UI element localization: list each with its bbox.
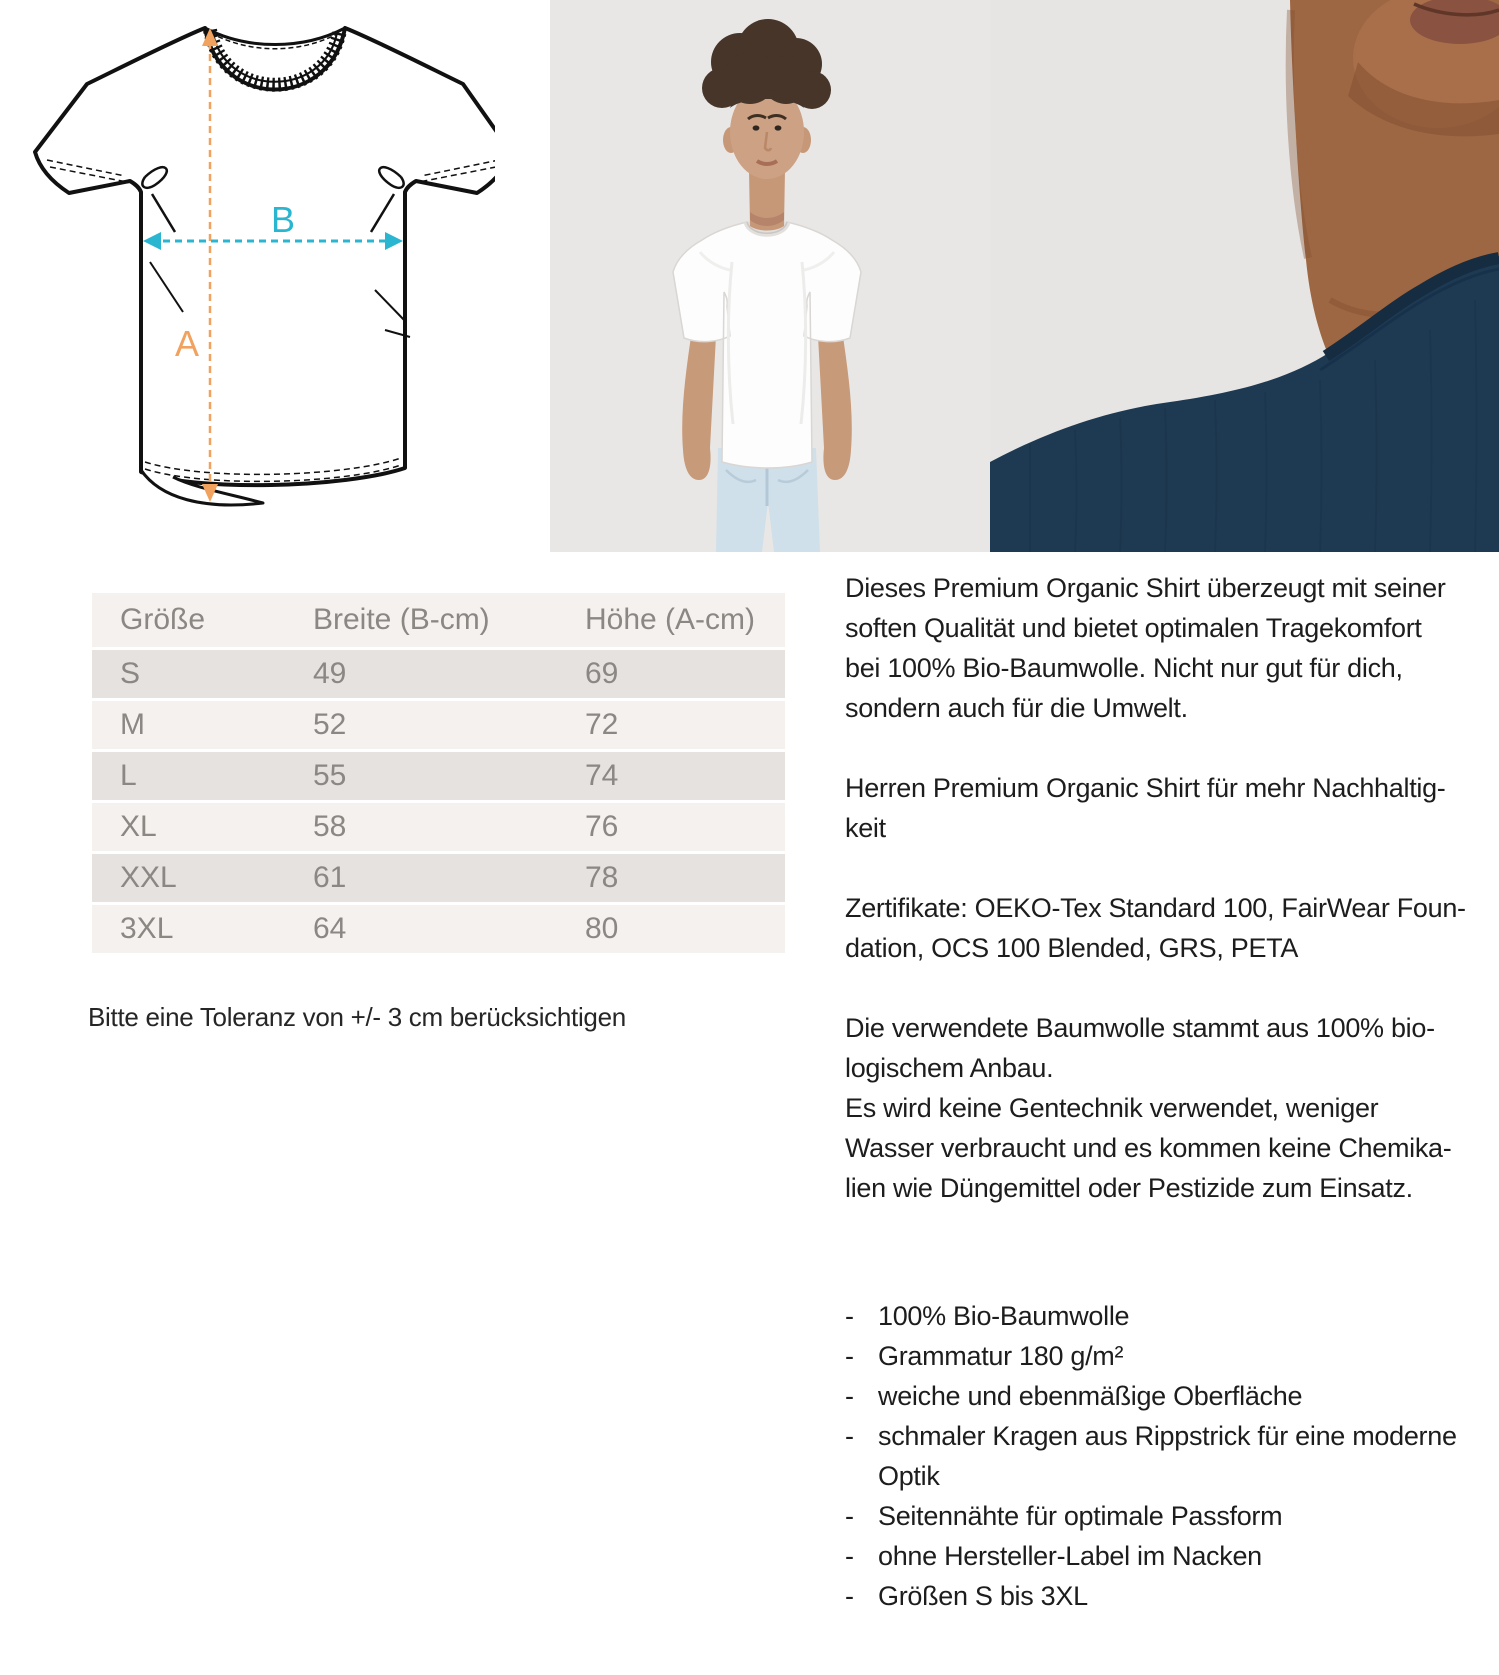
bullet-text: schmaler Kragen aus Rippstrick für eine moderne xyxy=(878,1421,1457,1451)
bullet-text: Größen S bis 3XL xyxy=(878,1581,1088,1611)
paragraph-sustainability xyxy=(845,768,1485,848)
cell-hoehe: 69 xyxy=(585,657,619,690)
cell-hoehe: 76 xyxy=(585,810,619,843)
bullet-item xyxy=(845,1376,1485,1416)
bullet-item xyxy=(845,1416,1485,1456)
bullet-dash: - xyxy=(845,1501,854,1531)
text-line: Es wird keine Gentechnik verwendet, weniger xyxy=(845,1093,1379,1123)
closeup-image xyxy=(990,0,1499,552)
cell-size: L xyxy=(120,759,137,792)
bullet-text: Seitennähte für optimale Passform xyxy=(878,1501,1283,1531)
tshirt-outline xyxy=(35,28,495,485)
paragraph-intro xyxy=(845,568,1485,728)
bullet-item xyxy=(845,1496,1485,1536)
col-header-hoehe: Höhe (A-cm) xyxy=(585,603,756,636)
text-line: Dieses Premium Organic Shirt überzeugt mit seiner xyxy=(845,573,1446,603)
cell-size: XL xyxy=(120,810,157,843)
table-header-row xyxy=(92,593,785,647)
bullet-dash: - xyxy=(845,1301,854,1331)
bullet-dash: - xyxy=(845,1381,854,1411)
text-line: Herren Premium Organic Shirt für mehr Nachhaltig- xyxy=(845,773,1446,803)
bullet-text: ohne Hersteller-Label im Nacken xyxy=(878,1541,1262,1571)
text-line: Zertifikate: OEKO-Tex Standard 100, FairWear Foun- xyxy=(845,893,1466,923)
bullet-dash: - xyxy=(845,1341,854,1371)
back-neckline-stitch xyxy=(211,33,339,49)
table-row-xxl xyxy=(92,854,785,902)
bullet-dash: - xyxy=(845,1581,854,1611)
col-header-groesse: Größe xyxy=(120,603,206,636)
bullet-item xyxy=(845,1536,1485,1576)
right-eye xyxy=(775,125,782,130)
text-line: Wasser verbraucht und es kommen keine Chemika- xyxy=(845,1133,1452,1163)
tshirt-outline-drawing xyxy=(25,0,495,552)
cell-hoehe: 78 xyxy=(585,861,619,894)
paragraph-cotton xyxy=(845,1008,1485,1208)
bullet-item-continuation xyxy=(845,1456,1485,1496)
model-photo xyxy=(550,0,990,552)
text-line: bei 100% Bio-Baumwolle. Nicht nur gut für dich, xyxy=(845,653,1403,683)
bullet-text: Optik xyxy=(878,1461,940,1491)
bullet-text: Grammatur 180 g/m² xyxy=(878,1341,1124,1371)
cell-breite: 55 xyxy=(313,759,347,792)
cell-size: XXL xyxy=(120,861,177,894)
table-row-m xyxy=(92,701,785,749)
bullet-item xyxy=(845,1576,1485,1616)
text-line: dation, OCS 100 Blended, GRS, PETA xyxy=(845,933,1299,963)
left-eye xyxy=(753,125,760,130)
size-diagram xyxy=(25,0,495,552)
cell-breite: 64 xyxy=(313,912,347,945)
bullet-dash: - xyxy=(845,1421,854,1451)
feature-list xyxy=(845,1296,1485,1616)
text-line: sondern auch für die Umwelt. xyxy=(845,693,1188,723)
table-row-s xyxy=(92,650,785,698)
cell-breite: 58 xyxy=(313,810,347,843)
product-description xyxy=(845,568,1485,1616)
cell-breite: 61 xyxy=(313,861,347,894)
cell-breite: 52 xyxy=(313,708,347,741)
text-line: logischem Anbau. xyxy=(845,1053,1054,1083)
cell-hoehe: 72 xyxy=(585,708,619,741)
text-line: lien wie Düngemittel oder Pestizide zum Einsatz. xyxy=(845,1173,1413,1203)
cell-size: M xyxy=(120,708,145,741)
text-line: keit xyxy=(845,813,886,843)
cell-size: 3XL xyxy=(120,912,174,945)
text-line: soften Qualität und bietet optimalen Tragekomfort xyxy=(845,613,1422,643)
tolerance-note: Bitte eine Toleranz von +/- 3 cm berücksichtigen xyxy=(88,1002,626,1032)
bullet-text: 100% Bio-Baumwolle xyxy=(878,1301,1130,1331)
size-table xyxy=(92,593,785,956)
bullet-item xyxy=(845,1336,1485,1376)
label-b: B xyxy=(270,199,296,240)
bullet-text: weiche und ebenmäßige Oberfläche xyxy=(878,1381,1303,1411)
cell-breite: 49 xyxy=(313,657,347,690)
fabric-closeup-photo xyxy=(990,0,1499,552)
cell-hoehe: 80 xyxy=(585,912,619,945)
model-photo-image xyxy=(550,0,990,552)
label-a: A xyxy=(174,323,200,364)
col-header-breite: Breite (B-cm) xyxy=(313,603,490,636)
paragraph-certificates xyxy=(845,888,1485,968)
table-row-xl xyxy=(92,803,785,851)
bullet-dash: - xyxy=(845,1541,854,1571)
cell-hoehe: 74 xyxy=(585,759,619,792)
table-row-3xl xyxy=(92,905,785,953)
bullet-item xyxy=(845,1296,1485,1336)
table-row-l xyxy=(92,752,785,800)
cell-size: S xyxy=(120,657,141,690)
back-neckline xyxy=(205,28,345,45)
text-line: Die verwendete Baumwolle stammt aus 100% bio- xyxy=(845,1013,1435,1043)
